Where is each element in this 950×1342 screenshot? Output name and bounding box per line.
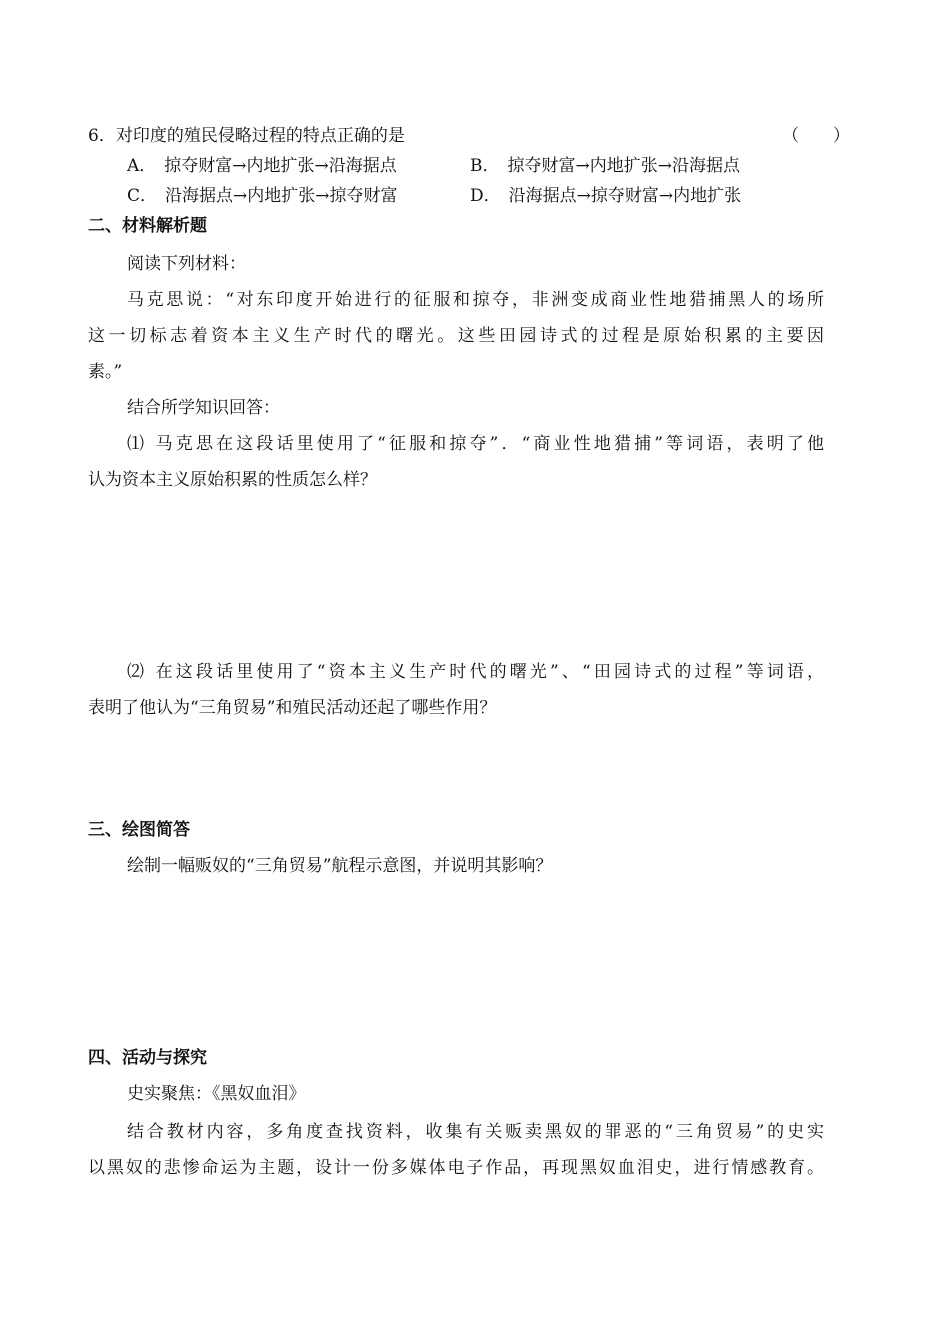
section-4-title: 四、活动与探究 [88,1048,207,1068]
section-4-focus: 史实聚焦：《黑奴血泪》 [127,1084,306,1104]
question-6-stem: 6．对印度的殖民侵略过程的特点正确的是 [88,126,405,146]
section-4-line-1: 结合教材内容，多角度查找资料，收集有关贩卖黑奴的罪恶的“三角贸易”的史实 [127,1122,824,1142]
section-4-line-2: 以黑奴的悲惨命运为主题，设计一份多媒体电子作品，再现黑奴血泪史，进行情感教育。 [88,1158,824,1178]
section-2-title: 二、材料解析题 [88,216,207,236]
option-b [470,158,740,175]
option-label: A． [127,156,157,176]
sub-question-1-line-1: ⑴ 马克思在这段话里使用了“征服和掠夺”．“商业性地猎捕”等词语，表明了他 [127,434,824,454]
quote-line-1: 马克思说：“对东印度开始进行的征服和掠夺，非洲变成商业性地猎捕黑人的场所 [127,290,824,310]
sub-question-2-line-2: 表明了他认为“三角贸易”和殖民活动还起了哪些作用？ [88,698,497,718]
answer-bracket: （ ） [782,126,850,146]
section-3-title: 三、绘图简答 [88,820,190,840]
option-d [470,188,741,205]
section-2-prompt: 结合所学知识回答： [127,398,280,418]
quote-line-3: 素。” [88,362,123,382]
option-c [127,188,398,205]
quote-line-2: 这一切标志着资本主义生产时代的曙光。这些田园诗式的过程是原始积累的主要因 [88,326,824,346]
option-text: 掠夺财富→内地扩张→沿海据点 [164,156,397,176]
option-label: B． [470,156,500,176]
option-text: 沿海据点→内地扩张→掠夺财富 [165,186,398,206]
section-2-intro: 阅读下列材料： [127,254,246,274]
option-label: D． [470,186,501,206]
option-a [127,158,397,175]
section-3-text: 绘制一幅贩奴的“三角贸易”航程示意图，并说明其影响？ [127,856,553,876]
option-label: C． [127,186,158,206]
sub-question-2-line-1: ⑵ 在这段话里使用了“资本主义生产时代的曙光”、“田园诗式的过程”等词语， [127,662,824,682]
option-text: 掠夺财富→内地扩张→沿海据点 [507,156,740,176]
option-text: 沿海据点→掠夺财富→内地扩张 [508,186,742,206]
sub-question-1-line-2: 认为资本主义原始积累的性质怎么样？ [88,470,377,490]
